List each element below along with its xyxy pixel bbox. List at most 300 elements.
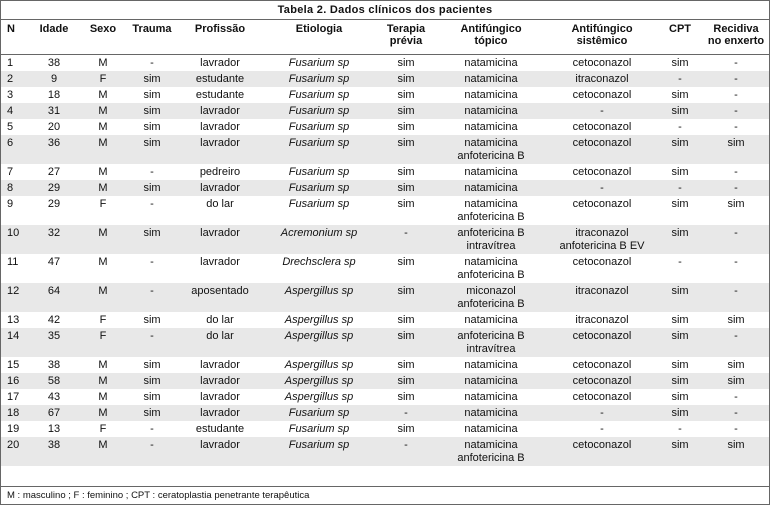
cell-line: - bbox=[600, 182, 604, 194]
cell-idade: 43 bbox=[47, 391, 61, 403]
cell-line: natamicina bbox=[464, 375, 518, 387]
cell-recidiva: - bbox=[703, 405, 769, 421]
cell-recidiva: sim bbox=[703, 135, 769, 164]
cell-sistemico bbox=[547, 283, 657, 312]
column-header bbox=[261, 20, 377, 55]
cell-trauma: sim bbox=[143, 391, 161, 403]
cell-n: 5 bbox=[7, 121, 14, 133]
cell-topico bbox=[435, 328, 547, 357]
cell-line: natamicina bbox=[464, 105, 518, 117]
cell-line: natamicina bbox=[464, 359, 518, 371]
cell-sexo: F bbox=[81, 71, 125, 87]
cell-trauma: - bbox=[125, 437, 179, 466]
cell-etio: Fusarium sp bbox=[288, 423, 350, 435]
cell-n: 9 bbox=[7, 198, 14, 210]
cell-line: anfotericina B bbox=[457, 330, 525, 342]
cell-idade: 27 bbox=[47, 166, 61, 178]
cell-recidiva: - bbox=[703, 180, 769, 196]
cell-idade: 58 bbox=[27, 373, 81, 389]
cell-idade: 29 bbox=[47, 198, 61, 210]
cell-line: itraconazol bbox=[575, 73, 629, 85]
cell-line: natamicina bbox=[464, 137, 518, 149]
cell-cpt: sim bbox=[657, 328, 703, 357]
cell-prof: lavrador bbox=[179, 373, 261, 389]
cell-trauma: - bbox=[150, 198, 154, 210]
cell-sexo: M bbox=[98, 166, 108, 178]
column-header-label: Idade bbox=[39, 23, 69, 35]
cell-terapia: sim bbox=[397, 198, 415, 210]
cell-prof: pedreiro bbox=[199, 166, 241, 178]
cell-trauma: - bbox=[150, 166, 154, 178]
cell-topico bbox=[435, 225, 547, 254]
column-header-label: N bbox=[7, 23, 15, 35]
cell-line: natamicina bbox=[464, 314, 518, 326]
cell-recidiva: - bbox=[734, 89, 738, 101]
cell-terapia: sim bbox=[397, 391, 415, 403]
cell-trauma: - bbox=[125, 283, 179, 312]
cell-sistemico bbox=[547, 328, 657, 357]
cell-line: - bbox=[600, 407, 604, 419]
cell-n: 19 bbox=[7, 423, 20, 435]
cell-etio: Fusarium sp bbox=[261, 103, 377, 119]
cell-line: natamicina bbox=[464, 439, 518, 451]
cell-cpt: sim bbox=[671, 359, 689, 371]
cell-terapia: - bbox=[377, 405, 435, 421]
cell-recidiva: sim bbox=[703, 373, 769, 389]
table-row bbox=[1, 225, 769, 254]
cell-topico bbox=[435, 119, 547, 135]
cell-etio: Fusarium sp bbox=[288, 89, 350, 101]
cell-sistemico bbox=[547, 71, 657, 87]
cell-line: cetoconazol bbox=[572, 256, 632, 268]
cell-sexo: M bbox=[98, 391, 108, 403]
cell-terapia: sim bbox=[377, 283, 435, 312]
cell-trauma: sim bbox=[143, 314, 161, 326]
cell-trauma: sim bbox=[125, 405, 179, 421]
cell-line: natamicina bbox=[464, 57, 518, 69]
cell-prof: estudante bbox=[195, 89, 245, 101]
cell-sistemico bbox=[547, 312, 657, 328]
cell-prof: estudante bbox=[195, 423, 245, 435]
cell-terapia: sim bbox=[377, 328, 435, 357]
cell-terapia: sim bbox=[397, 256, 415, 268]
cell-n: 7 bbox=[7, 166, 14, 178]
cell-line: - bbox=[600, 423, 604, 435]
column-header-label: Sexo bbox=[89, 23, 117, 35]
cell-sistemico bbox=[547, 373, 657, 389]
cell-idade: 18 bbox=[47, 89, 61, 101]
cell-n: 13 bbox=[7, 314, 20, 326]
column-header-label: Terapia bbox=[386, 23, 426, 35]
cell-line: anfotericina B bbox=[457, 227, 525, 239]
cell-idade: 32 bbox=[27, 225, 81, 254]
cell-line: cetoconazol bbox=[572, 57, 632, 69]
cell-topico bbox=[435, 373, 547, 389]
cell-trauma: sim bbox=[125, 373, 179, 389]
cell-sistemico bbox=[547, 196, 657, 225]
cell-idade: 29 bbox=[27, 180, 81, 196]
cell-idade: 64 bbox=[27, 283, 81, 312]
cell-line: cetoconazol bbox=[572, 359, 632, 371]
cell-sexo: F bbox=[81, 328, 125, 357]
cell-line: natamicina bbox=[464, 121, 518, 133]
cell-idade: 42 bbox=[47, 314, 61, 326]
cell-recidiva: - bbox=[703, 71, 769, 87]
column-header bbox=[377, 20, 435, 55]
cell-prof: lavrador bbox=[179, 225, 261, 254]
cell-recidiva: sim bbox=[727, 198, 745, 210]
cell-etio: Fusarium sp bbox=[261, 437, 377, 466]
cell-sexo: M bbox=[98, 89, 108, 101]
cell-sexo: F bbox=[99, 423, 107, 435]
cell-line: anfotericina B bbox=[457, 298, 525, 310]
cell-cpt: sim bbox=[671, 391, 689, 403]
table-row bbox=[1, 312, 769, 328]
column-header-label: Antifúngico bbox=[571, 23, 633, 35]
cell-prof: estudante bbox=[179, 71, 261, 87]
cell-line: anfotericina B bbox=[457, 452, 525, 464]
cell-terapia: sim bbox=[397, 423, 415, 435]
column-header-label: tópico bbox=[474, 35, 508, 47]
cell-topico bbox=[435, 55, 547, 72]
cell-line: cetoconazol bbox=[572, 330, 632, 342]
column-header bbox=[1, 20, 27, 55]
cell-terapia: sim bbox=[397, 57, 415, 69]
cell-prof: do lar bbox=[206, 314, 234, 326]
cell-n: 4 bbox=[1, 103, 27, 119]
cell-prof: lavrador bbox=[200, 121, 240, 133]
cell-n: 1 bbox=[7, 57, 14, 69]
column-header-label: no enxerto bbox=[707, 35, 765, 47]
cell-sistemico bbox=[547, 87, 657, 103]
column-header-label: Antifúngico bbox=[460, 23, 522, 35]
cell-topico bbox=[435, 103, 547, 119]
cell-sexo: M bbox=[81, 373, 125, 389]
cell-line: natamicina bbox=[464, 256, 518, 268]
cell-prof: lavrador bbox=[179, 103, 261, 119]
cell-trauma: - bbox=[150, 423, 154, 435]
cell-terapia: - bbox=[377, 225, 435, 254]
cell-prof: lavrador bbox=[200, 391, 240, 403]
cell-n: 10 bbox=[1, 225, 27, 254]
cell-recidiva: - bbox=[734, 121, 738, 133]
cell-idade: 67 bbox=[27, 405, 81, 421]
cell-topico bbox=[435, 196, 547, 225]
cell-sexo: F bbox=[99, 198, 107, 210]
cell-line: natamicina bbox=[464, 391, 518, 403]
cell-line: anfotericina B bbox=[457, 211, 525, 223]
cell-recidiva: - bbox=[734, 57, 738, 69]
cell-etio: Aspergillus sp bbox=[261, 328, 377, 357]
cell-sistemico bbox=[547, 405, 657, 421]
column-header-label: prévia bbox=[389, 35, 423, 47]
cell-n: 20 bbox=[1, 437, 27, 466]
cell-recidiva: - bbox=[734, 391, 738, 403]
cell-terapia: sim bbox=[397, 166, 415, 178]
table-row bbox=[1, 87, 769, 103]
cell-cpt: - bbox=[657, 180, 703, 196]
cell-line: anfotericina B EV bbox=[559, 240, 645, 252]
cell-line: natamicina bbox=[464, 423, 518, 435]
cell-cpt: sim bbox=[671, 89, 689, 101]
cell-prof: lavrador bbox=[179, 180, 261, 196]
cell-cpt: sim bbox=[671, 314, 689, 326]
cell-idade: 36 bbox=[27, 135, 81, 164]
cell-line: cetoconazol bbox=[572, 375, 632, 387]
cell-prof: aposentado bbox=[179, 283, 261, 312]
column-header bbox=[81, 20, 125, 55]
cell-recidiva: - bbox=[734, 256, 738, 268]
cell-terapia: sim bbox=[397, 121, 415, 133]
table-row bbox=[1, 119, 769, 135]
table-title: Tabela 2. Dados clínicos dos pacientes bbox=[1, 1, 769, 20]
cell-idade: 38 bbox=[47, 359, 61, 371]
cell-trauma: sim bbox=[143, 121, 161, 133]
cell-sistemico bbox=[547, 180, 657, 196]
cell-recidiva: sim bbox=[727, 359, 745, 371]
column-header bbox=[547, 20, 657, 55]
cell-line: natamicina bbox=[464, 407, 518, 419]
cell-recidiva: - bbox=[703, 328, 769, 357]
cell-etio: Fusarium sp bbox=[288, 198, 350, 210]
cell-idade: 31 bbox=[27, 103, 81, 119]
column-header bbox=[703, 20, 769, 55]
cell-topico bbox=[435, 135, 547, 164]
cell-trauma: - bbox=[150, 57, 154, 69]
cell-trauma: - bbox=[125, 328, 179, 357]
cell-topico bbox=[435, 283, 547, 312]
cell-cpt: - bbox=[678, 256, 682, 268]
cell-topico bbox=[435, 389, 547, 405]
cell-cpt: - bbox=[678, 121, 682, 133]
cell-n: 14 bbox=[1, 328, 27, 357]
table-row bbox=[1, 283, 769, 312]
cell-recidiva: sim bbox=[703, 437, 769, 466]
cell-cpt: sim bbox=[657, 135, 703, 164]
cell-prof: lavrador bbox=[200, 359, 240, 371]
cell-sistemico bbox=[547, 119, 657, 135]
table-row bbox=[1, 164, 769, 180]
cell-line: cetoconazol bbox=[572, 439, 632, 451]
cell-trauma: sim bbox=[143, 89, 161, 101]
cell-prof: lavrador bbox=[200, 57, 240, 69]
cell-etio: Drechsclera sp bbox=[282, 256, 356, 268]
table-row bbox=[1, 196, 769, 225]
cell-sistemico bbox=[547, 357, 657, 373]
cell-line: natamicina bbox=[464, 166, 518, 178]
cell-sexo: M bbox=[98, 359, 108, 371]
cell-terapia: sim bbox=[397, 314, 415, 326]
table-row bbox=[1, 254, 769, 283]
cell-sexo: M bbox=[98, 57, 108, 69]
cell-topico bbox=[435, 71, 547, 87]
cell-trauma: sim bbox=[125, 135, 179, 164]
column-header bbox=[435, 20, 547, 55]
cell-line: natamicina bbox=[464, 198, 518, 210]
cell-trauma: sim bbox=[125, 103, 179, 119]
column-header-label: Recidiva bbox=[713, 23, 759, 35]
cell-cpt: sim bbox=[657, 283, 703, 312]
cell-sistemico bbox=[547, 103, 657, 119]
cell-prof: lavrador bbox=[200, 256, 240, 268]
cell-sexo: M bbox=[98, 256, 108, 268]
cell-line: natamicina bbox=[464, 182, 518, 194]
column-header bbox=[657, 20, 703, 55]
cell-n: 3 bbox=[7, 89, 14, 101]
cell-cpt: sim bbox=[657, 405, 703, 421]
cell-n: 2 bbox=[1, 71, 27, 87]
cell-sexo: M bbox=[98, 121, 108, 133]
cell-line: - bbox=[600, 105, 604, 117]
column-header-label: Etiologia bbox=[295, 23, 343, 35]
cell-recidiva: - bbox=[703, 225, 769, 254]
cell-prof: lavrador bbox=[179, 437, 261, 466]
cell-sexo: M bbox=[81, 405, 125, 421]
cell-terapia: sim bbox=[397, 359, 415, 371]
cell-etio: Fusarium sp bbox=[288, 166, 350, 178]
cell-idade: 20 bbox=[47, 121, 61, 133]
cell-sistemico bbox=[547, 225, 657, 254]
table-row bbox=[1, 180, 769, 196]
cell-cpt: sim bbox=[657, 437, 703, 466]
table-row bbox=[1, 103, 769, 119]
cell-line: cetoconazol bbox=[572, 166, 632, 178]
cell-etio: Aspergillus sp bbox=[261, 373, 377, 389]
cell-etio: Fusarium sp bbox=[261, 135, 377, 164]
cell-trauma: - bbox=[150, 256, 154, 268]
cell-terapia: sim bbox=[377, 103, 435, 119]
cell-etio: Aspergillus sp bbox=[284, 314, 354, 326]
cell-n: 17 bbox=[7, 391, 20, 403]
cell-cpt: - bbox=[678, 423, 682, 435]
cell-trauma: sim bbox=[143, 359, 161, 371]
cell-etio: Aspergillus sp bbox=[284, 391, 354, 403]
cell-line: cetoconazol bbox=[572, 391, 632, 403]
cell-cpt: sim bbox=[657, 373, 703, 389]
cell-sistemico bbox=[547, 164, 657, 180]
cell-n: 18 bbox=[1, 405, 27, 421]
cell-terapia: sim bbox=[377, 373, 435, 389]
column-header bbox=[125, 20, 179, 55]
cell-terapia: sim bbox=[377, 135, 435, 164]
cell-line: itraconazol bbox=[575, 285, 629, 297]
cell-line: intravítrea bbox=[466, 240, 516, 252]
table-row bbox=[1, 389, 769, 405]
cell-trauma: sim bbox=[125, 225, 179, 254]
cell-cpt: sim bbox=[657, 103, 703, 119]
column-header bbox=[179, 20, 261, 55]
cell-line: cetoconazol bbox=[572, 121, 632, 133]
cell-recidiva: sim bbox=[727, 314, 745, 326]
cell-etio: Fusarium sp bbox=[261, 405, 377, 421]
cell-n: 8 bbox=[1, 180, 27, 196]
cell-terapia: sim bbox=[377, 71, 435, 87]
cell-trauma: sim bbox=[125, 180, 179, 196]
cell-etio: Aspergillus sp bbox=[261, 283, 377, 312]
cell-line: itraconazol bbox=[575, 227, 629, 239]
cell-topico bbox=[435, 87, 547, 103]
cell-topico bbox=[435, 405, 547, 421]
cell-etio: Acremonium sp bbox=[261, 225, 377, 254]
table-row bbox=[1, 55, 769, 72]
cell-line: anfotericina B bbox=[457, 150, 525, 162]
table-row bbox=[1, 437, 769, 466]
cell-n: 12 bbox=[1, 283, 27, 312]
cell-idade: 47 bbox=[47, 256, 61, 268]
cell-line: intravítrea bbox=[466, 343, 516, 355]
table-row bbox=[1, 328, 769, 357]
cell-cpt: sim bbox=[671, 198, 689, 210]
cell-topico bbox=[435, 180, 547, 196]
cell-topico bbox=[435, 421, 547, 437]
cell-sistemico bbox=[547, 437, 657, 466]
cell-line: anfotericina B bbox=[457, 269, 525, 281]
table-row bbox=[1, 373, 769, 389]
cell-line: natamicina bbox=[464, 89, 518, 101]
table-row bbox=[1, 421, 769, 437]
cell-sistemico bbox=[547, 254, 657, 283]
cell-line: cetoconazol bbox=[572, 137, 632, 149]
table-row bbox=[1, 71, 769, 87]
table-row bbox=[1, 405, 769, 421]
cell-cpt: sim bbox=[657, 225, 703, 254]
cell-etio: Fusarium sp bbox=[261, 180, 377, 196]
column-header-label: Profissão bbox=[194, 23, 246, 35]
table-row bbox=[1, 357, 769, 373]
cell-line: cetoconazol bbox=[572, 198, 632, 210]
cell-sistemico bbox=[547, 55, 657, 72]
cell-topico bbox=[435, 254, 547, 283]
cell-terapia: sim bbox=[377, 180, 435, 196]
cell-n: 11 bbox=[7, 256, 19, 268]
cell-n: 15 bbox=[7, 359, 20, 371]
clinical-data-table bbox=[1, 20, 769, 466]
cell-sexo: M bbox=[81, 103, 125, 119]
cell-line: cetoconazol bbox=[572, 89, 632, 101]
cell-topico bbox=[435, 312, 547, 328]
column-header bbox=[27, 20, 81, 55]
cell-sexo: F bbox=[99, 314, 107, 326]
cell-idade: 38 bbox=[47, 57, 61, 69]
cell-prof: lavrador bbox=[179, 135, 261, 164]
cell-recidiva: - bbox=[734, 166, 738, 178]
cell-line: miconazol bbox=[466, 285, 516, 297]
column-header-label: Trauma bbox=[132, 23, 172, 35]
cell-sexo: M bbox=[81, 437, 125, 466]
cell-idade: 13 bbox=[47, 423, 61, 435]
cell-recidiva: - bbox=[703, 103, 769, 119]
cell-idade: 38 bbox=[27, 437, 81, 466]
column-header-label: sistêmico bbox=[576, 35, 628, 47]
cell-recidiva: - bbox=[734, 423, 738, 435]
cell-prof: do lar bbox=[206, 198, 234, 210]
cell-sexo: M bbox=[81, 135, 125, 164]
cell-sistemico bbox=[547, 135, 657, 164]
cell-etio: Aspergillus sp bbox=[284, 359, 354, 371]
cell-n: 16 bbox=[1, 373, 27, 389]
cell-sistemico bbox=[547, 421, 657, 437]
cell-n: 6 bbox=[1, 135, 27, 164]
cell-idade: 35 bbox=[27, 328, 81, 357]
cell-topico bbox=[435, 357, 547, 373]
cell-sexo: M bbox=[81, 283, 125, 312]
cell-terapia: - bbox=[377, 437, 435, 466]
cell-etio: Fusarium sp bbox=[261, 71, 377, 87]
cell-sexo: M bbox=[81, 225, 125, 254]
cell-line: natamicina bbox=[464, 73, 518, 85]
cell-cpt: - bbox=[657, 71, 703, 87]
table-body bbox=[1, 55, 769, 467]
